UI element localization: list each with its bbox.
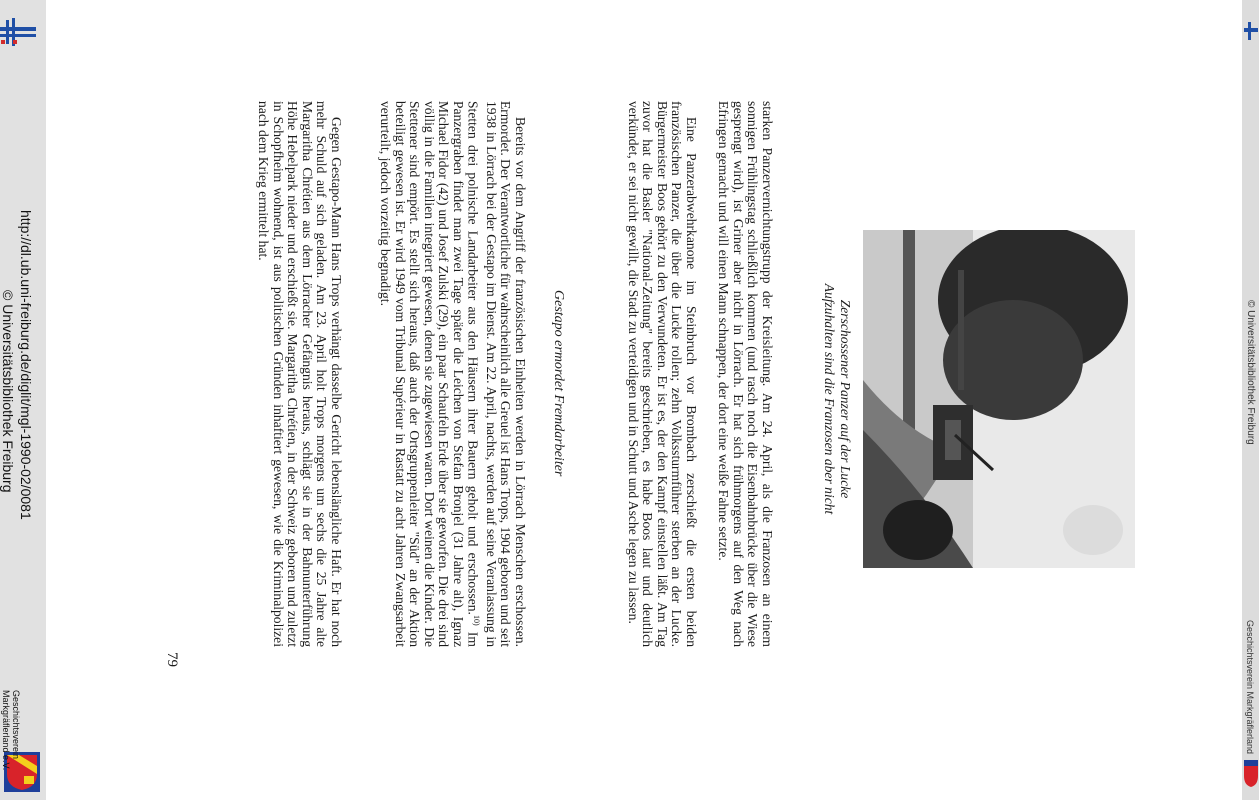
page-number: 79 — [164, 652, 180, 667]
column1-paragraph-1: starken Panzervernichtungstrupp der Kreisleitung. Am 24. April, als die Franzosen an einem sonnigen Frühlingstag schließlich kommen (und rasch noch die Eisenbahnbrücke über die Wiese gesprengt wird), ist Griner aber nicht in Lörrach. Er hat sich frühmorgens auf den Weg nach Efringen gemacht und will einen Mann schnappen, der dort eine weiße Fahne setzte. — [716, 101, 775, 647]
paragraph-text-continued: Im Panzergraben findet man zwei Tage später die Leichen von Stefan Bronjel (31 Jahre alt), Ignaz Michael Fidor (42) und Josef Zulski (29), ein paar Schaufeln Erde über sie geworfen. Die drei sind völlig in die Familien integriert gewesen, denen sie zugewiesen waren. Dort weinen die Kinder. Die Stettener sind empört. Es stellt sich heraus, daß auch der Ortsgruppenleiter "Süd" an der Aktion beteiligt gewesen ist. Er wird 1949 vom Tribunal Supérieur in Rastatt zu acht Jahren Zwangsarbeit verurteilt, jedoch vorzeitig begnadigt. — [378, 101, 481, 648]
coat-of-arms-icon — [1243, 758, 1259, 788]
column2-paragraph-2: Gegen Gestapo-Mann Hans Trops verhängt dasselbe Gericht lebenslängliche Haft. Er hat noch mehr Schuld auf sich geladen. Am 23. April holt Trops morgens um sechs die 25 Jahre alte Margaritha Chrétien aus dem Lörracher Gefängnis heraus, schlägt sie in der Bahnunterführung Höhe Hebelpark nieder und erschießt sie. Margaritha Chrétien, in der Schweiz geboren und zuletzt in Schopfheim wohnend, ist aus politischen Gründen inhaftiert gewesen, wie die Kriminalpolizei nach dem Krieg ermittelt hat. — [256, 101, 344, 647]
footer-copyright: © Universitätsbibliothek Freiburg — [0, 290, 16, 493]
destroyed-tank-photo-icon — [863, 230, 1135, 568]
footer-org-line2: Markgräflerland e.V. — [1, 690, 11, 771]
paragraph-text: Bereits vor dem Angriff der französischen Einheiten werden in Lörrach Menschen erschossen. Ermordet. Der Verantwortliche für wahrscheinlich alle Greuel ist Hans Trops, 1904 geboren und seit 1938 in Lörrach bei der Gestapo im Dienst. Am 22. April, nachts, werden auf seine Veranlassung in Stetten drei polnische Landarbeiter aus den Häusern ihrer Bauern geholt und erschossen. — [465, 101, 528, 648]
section-heading: Gestapo ermordet Fremdarbeiter — [551, 290, 566, 477]
column2-paragraph-1 — [378, 101, 527, 647]
right-edge-text: © Universitätsbibliothek Freiburg — [1245, 300, 1256, 445]
footer-url: http://dl.ub.uni-freiburg.de/diglit/mgl-1990-02/0081 — [18, 210, 34, 520]
ub-freiburg-logo-icon — [1244, 20, 1258, 42]
footer-org-line1: Geschichtsverein — [11, 690, 21, 760]
photo-caption-line2: Aufzuhalten sind die Franzosen aber nicht — [822, 283, 837, 515]
right-edge-text-2: Geschichtsverein Markgräflerland — [1245, 620, 1255, 755]
photo-caption-line1: Zerschossener Panzer auf der Lucke — [838, 299, 853, 499]
tank-photo — [863, 230, 1135, 568]
column1-paragraph-2: Eine Panzerabwehrkanone im Steinbruch vor Brombach zerschießt die ersten beiden französischen Panzer, die über die Lucke rollen; zehn Volkssturmführer sterben an der Lucke. Bürgermeister Boos gehört zu den Verwundeten. Er ist es, der den Kampf einstellen läßt. Am Tag zuvor hat die Basler "National-Zeitung" bereits geschrieben, es habe Boos laut und deutlich verkündet, er sei nicht gewillt, die Stadt zu verteidigen und in Schutt und Asche legen zu lassen. — [625, 101, 699, 647]
viewer-right-margin — [1242, 0, 1259, 800]
footnote-reference: 10) — [472, 614, 482, 626]
ub-freiburg-logo-icon — [0, 14, 36, 50]
